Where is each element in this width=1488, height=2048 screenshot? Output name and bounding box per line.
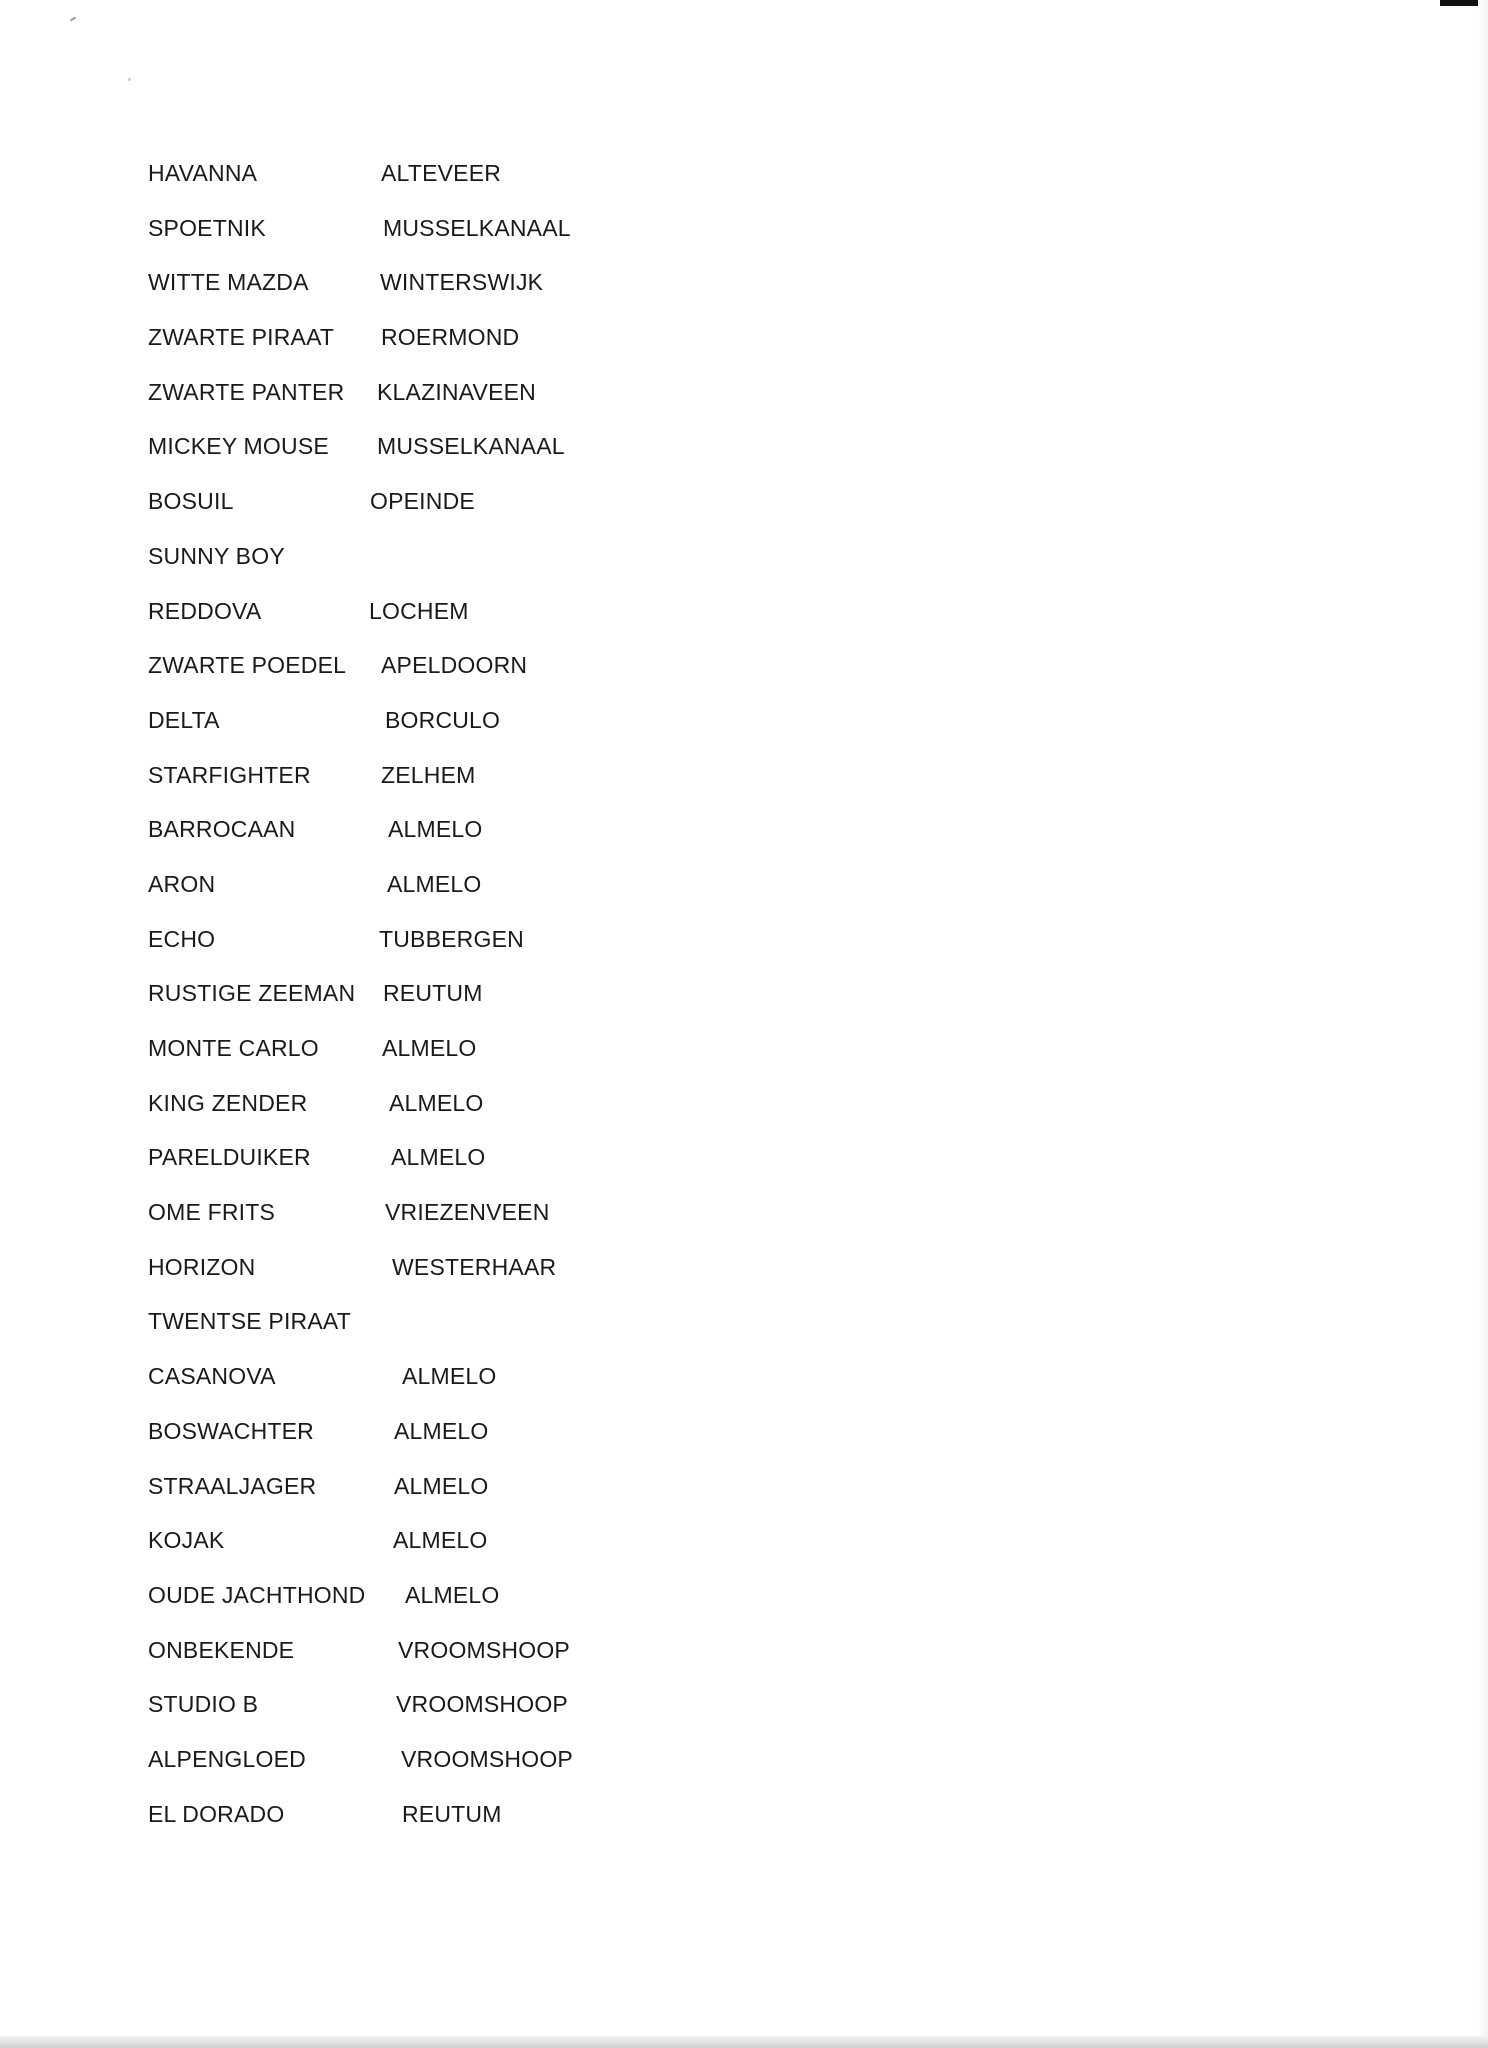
entry-place: WESTERHAAR [392,1253,557,1280]
entry-place: OPEINDE [370,488,475,515]
entry-name: TWENTSE PIRAAT [148,1308,351,1335]
entry-name: BOSUIL [148,488,234,515]
entry-place: ALTEVEER [381,160,502,186]
entry-name: ECHO [148,925,216,952]
entry-name: REDDOVA [148,597,262,624]
entry-place: ALMELO [402,1363,497,1390]
entry-place: ALMELO [391,1144,486,1171]
entry-place: MUSSELKANAAL [377,433,565,460]
list-row [148,1580,848,1635]
list-row [148,486,848,541]
list-row [148,1744,848,1799]
list-row [148,760,848,815]
entry-place: WINTERSWIJK [380,269,544,296]
entry-name: BOSWACHTER [148,1417,314,1444]
entry-place: APELDOORN [381,652,528,679]
list-row [148,650,848,705]
list-row [148,267,848,322]
entry-name: ZWARTE PIRAAT [148,324,335,351]
entry-name: ALPENGLOED [148,1745,306,1772]
entry-name: ZWARTE POEDEL [148,652,347,679]
entry-place: VRIEZENVEEN [385,1199,550,1226]
entry-name: ZWARTE PANTER [148,378,345,405]
entry-place: VROOMSHOOP [401,1745,573,1772]
entry-place: ROERMOND [381,324,520,351]
list-row [148,705,848,760]
entry-name: OME FRITS [148,1199,276,1226]
entry-name: HORIZON [148,1253,256,1280]
list-row [148,1416,848,1471]
entry-name: MONTE CARLO [148,1035,319,1061]
entry-name: CASANOVA [148,1363,276,1390]
list-row [148,978,848,1033]
entry-name: RUSTIGE ZEEMAN [148,980,356,1007]
entry-name: HAVANNA [148,160,258,186]
list-row [148,1252,848,1307]
list-row [148,158,848,213]
list-row [148,1799,848,1854]
list-row [148,1197,848,1252]
entry-name: PARELDUIKER [148,1144,311,1171]
list-row [148,431,848,486]
entry-place: LOCHEM [369,597,469,624]
entry-place: ALMELO [394,1472,489,1499]
entry-name: DELTA [148,706,220,733]
entry-place: ZELHEM [381,761,476,788]
entry-place: TUBBERGEN [379,925,524,952]
scan-speck [70,17,76,22]
entry-name: KING ZENDER [148,1089,308,1116]
entry-place: VROOMSHOOP [398,1636,570,1663]
entry-name: OUDE JACHTHOND [148,1581,366,1608]
entry-place: VROOMSHOOP [396,1691,568,1718]
entry-name: STRAALJAGER [148,1472,317,1499]
entry-place: ALMELO [389,1089,484,1116]
scan-dot [128,78,131,81]
entry-place: KLAZINAVEEN [377,378,536,405]
entry-name: EL DORADO [148,1800,285,1827]
list-row [148,1689,848,1744]
list-row [148,1525,848,1580]
entry-name: ARON [148,870,216,897]
entry-name: STUDIO B [148,1691,259,1718]
entry-name: ONBEKENDE [148,1636,295,1663]
list-row [148,1142,848,1197]
entry-place: REUTUM [402,1800,502,1827]
list-row [148,322,848,377]
list-row [148,1033,848,1088]
list-row [148,541,848,596]
list-row [148,596,848,651]
entry-place: ALMELO [382,1035,477,1061]
list-row [148,213,848,268]
list-row [148,924,848,979]
entry-name: STARFIGHTER [148,761,311,788]
list-row [148,1088,848,1143]
entry-place: BORCULO [385,706,501,733]
list-row [148,1471,848,1526]
entry-name: KOJAK [148,1527,225,1554]
entry-place: ALMELO [387,870,482,897]
entry-name: BARROCAAN [148,816,296,843]
entry-name: WITTE MAZDA [148,269,309,296]
entry-place: REUTUM [383,980,483,1007]
entry-name: MICKEY MOUSE [148,433,329,460]
list-row [148,1361,848,1416]
entry-name: SPOETNIK [148,214,266,241]
list-row [148,1306,848,1361]
list-row [148,1635,848,1690]
entry-place: ALMELO [388,816,483,843]
list-row [148,814,848,869]
entry-name: SUNNY BOY [148,542,285,569]
scan-shadow-right [1478,0,1488,2048]
name-place-list [148,158,848,1853]
entry-place: ALMELO [393,1527,488,1554]
entry-place: ALMELO [405,1581,500,1608]
entry-place: MUSSELKANAAL [383,214,571,241]
list-row [148,869,848,924]
scan-shadow-bottom [0,2036,1488,2048]
list-row [148,377,848,432]
entry-place: ALMELO [394,1417,489,1444]
